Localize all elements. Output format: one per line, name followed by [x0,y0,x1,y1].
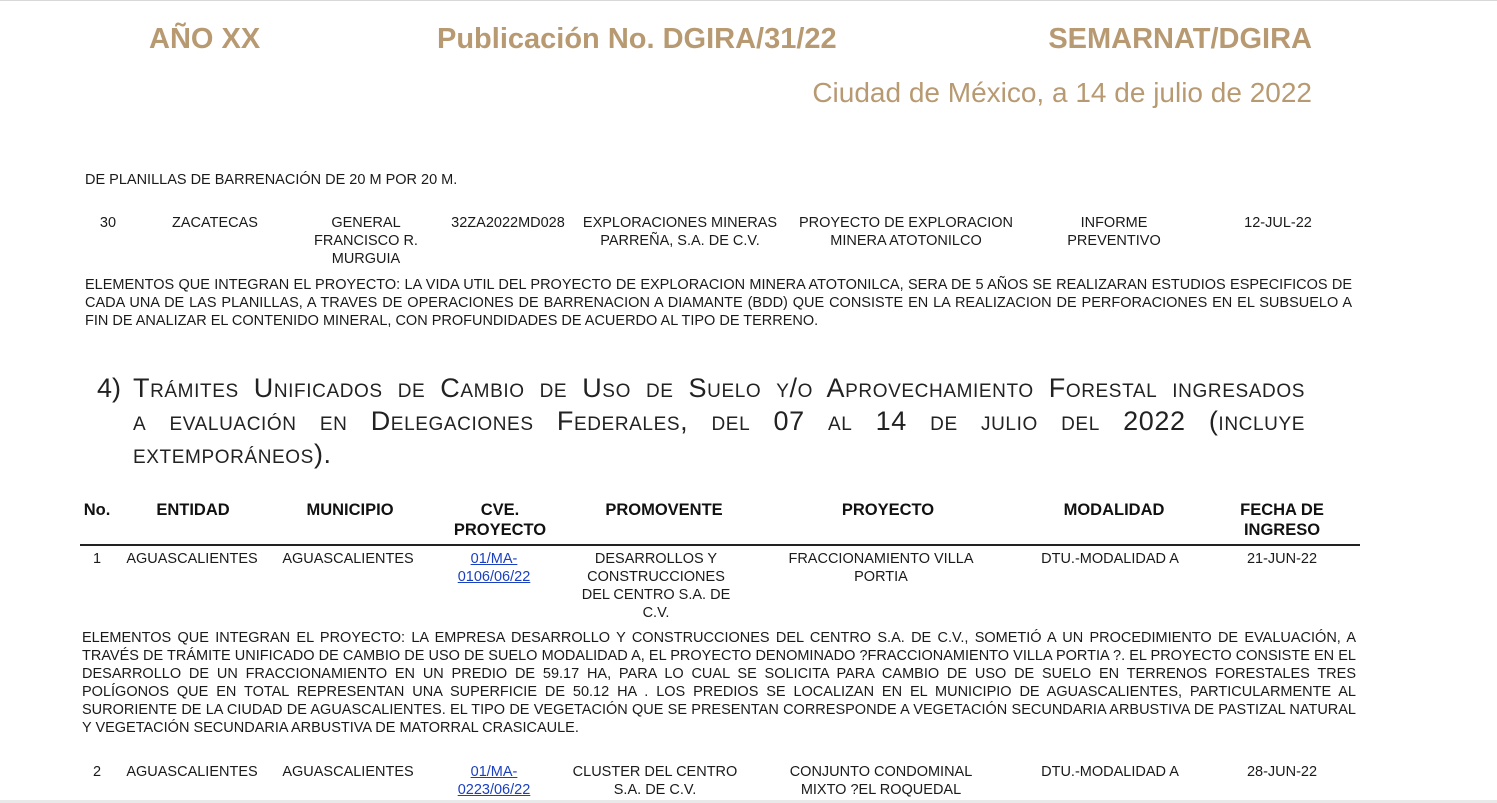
cell-promovente: DESARROLLOS Y CONSTRUCCIONES DEL CENTRO S.A. DE C.V. [581,551,731,621]
col-header-promovente: PROMOVENTE [605,501,723,519]
col-header-no: No. [83,501,111,519]
project-key-link[interactable]: 01/MA-0106/06/22 [457,551,531,585]
col-header-clave: CVE. PROYECTO [453,501,547,539]
col-header-municipio: MUNICIPIO [306,501,394,519]
cell-fecha: 12-JUL-22 [1244,215,1312,231]
cell-municipio: GENERAL FRANCISCO R. MURGUIA [314,215,418,267]
cell-entidad: AGUASCALIENTES [126,551,258,567]
cell-proyecto: FRACCIONAMIENTO VILLA PORTIA [788,551,974,585]
table-header-rule [80,544,1360,546]
row-description: ELEMENTOS QUE INTEGRAN EL PROYECTO: LA EMPRESA DESARROLLO Y CONSTRUCCIONES DEL CENTRO S.A. DE C.V., SOMETIÓ A UN PROCEDIMIENTO DE EVALUACIÓN, A TRAVÉS DE TRÁMITE UNIFICADO DE CAMBIO DE USO DE SUELO MODALIDAD A, EL PROYECTO DENOMINADO ?FRACCIONAMIENTO VILLA PORTIA ?. EL PROYECTO CONSISTE EN EL DESARROLLO DE UN FRACCIONAMIENTO EN UN PREDIO DE 59.17 HA, PARA LO CUAL SE SOLICITA PARA CAMBIO DE USO DE SUELO EN TERRENOS FORESTALES TRES POLÍGONOS QUE EN TOTAL REPRESENTAN UNA SUPERFICIE DE 50.12 HA . LOS PREDIOS SE LOCALIZAN EN EL MUNICIPIO DE AGUASCALIENTES, PARTICULARMENTE AL SURORIENTE DE LA CIUDAD DE AGUASCALIENTES. EL TIPO DE VEGETACIÓN QUE SE PRESENTAN CORRESPONDE A VEGETACIÓN SECUNDARIA ARBUSTIVA DE PASTIZAL NATURAL Y VEGETACIÓN SECUNDARIA ARBUSTIVA DE MATORRAL CRASICAULE. [82,630,1356,736]
cell-clave [450,550,538,586]
page-top-border [0,0,1497,1]
cell-clave: 32ZA2022MD028 [451,215,565,231]
cell-promovente: EXPLORACIONES MINERAS PARREÑA, S.A. DE C.V. [582,215,778,249]
cell-modalidad: DTU.-MODALIDAD A [1041,764,1179,780]
continuation-text: DE PLANILLAS DE BARRENACIÓN DE 20 M POR 20 M. [85,172,458,188]
col-header-entidad: ENTIDAD [156,501,230,519]
col-header-proyecto: PROYECTO [841,501,935,519]
cell-promovente: CLUSTER DEL CENTRO S.A. DE C.V. [572,764,738,798]
cell-fecha: 28-JUN-22 [1246,764,1318,780]
cell-municipio: AGUASCALIENTES [282,551,414,567]
cell-entidad: AGUASCALIENTES [126,764,258,780]
col-header-fecha: FECHA DE INGRESO [1240,501,1324,539]
cell-proyecto: PROYECTO DE EXPLORACION MINERA ATOTONILCO [798,215,1014,249]
cell-fecha: 21-JUN-22 [1246,551,1318,567]
cell-municipio: AGUASCALIENTES [282,764,414,780]
cell-modalidad: INFORME PREVENTIVO [1067,215,1161,249]
project-key-link[interactable]: 01/MA-0223/06/22 [457,764,531,798]
header-publication-number: Publicación No. DGIRA/31/22 [437,23,837,55]
prev-entry-description: ELEMENTOS QUE INTEGRAN EL PROYECTO: LA VIDA UTIL DEL PROYECTO DE EXPLORACION MINERA ATOTONILCA, SERA DE 5 AÑOS SE REALIZARAN ESTUDIOS ESPECIFICOS DE CADA UNA DE LAS PLANILLAS, A TRAVES DE OPERACIONES DE BARRENACION A DIAMANTE (BDD) QUE CONSISTE EN LA REALIZACION DE PERFORACIONES EN EL SUBSUELO A FIN DE ANALIZAR EL CONTENIDO MINERAL, CON PROFUNDIDADES DE ACUERDO AL TIPO DE TERRENO. [85,277,1352,329]
cell-clave [450,763,538,799]
cell-no: 1 [92,551,102,567]
section-number: 4) [97,373,122,403]
col-header-modalidad: MODALIDAD [1063,501,1165,519]
header-organization: SEMARNAT/DGIRA [1048,23,1312,55]
cell-entidad: ZACATECAS [172,215,258,231]
cell-no: 2 [92,764,102,780]
header-year: AÑO XX [149,23,261,55]
cell-no: 30 [99,215,117,231]
cell-modalidad: DTU.-MODALIDAD A [1041,551,1179,567]
section-title: Trámites Unificados de Cambio de Uso de Suelo y/o Aprovechamiento Forestal ingresados a evaluación en Delegaciones Federales, del 07 al 14 de julio del 2022 (incluye extemporáneos). [133,373,1305,469]
cell-proyecto: CONJUNTO CONDOMINAL MIXTO ?EL ROQUEDAL [789,764,973,798]
section-heading [97,372,1305,471]
header-place-date: Ciudad de México, a 14 de julio de 2022 [812,77,1312,108]
